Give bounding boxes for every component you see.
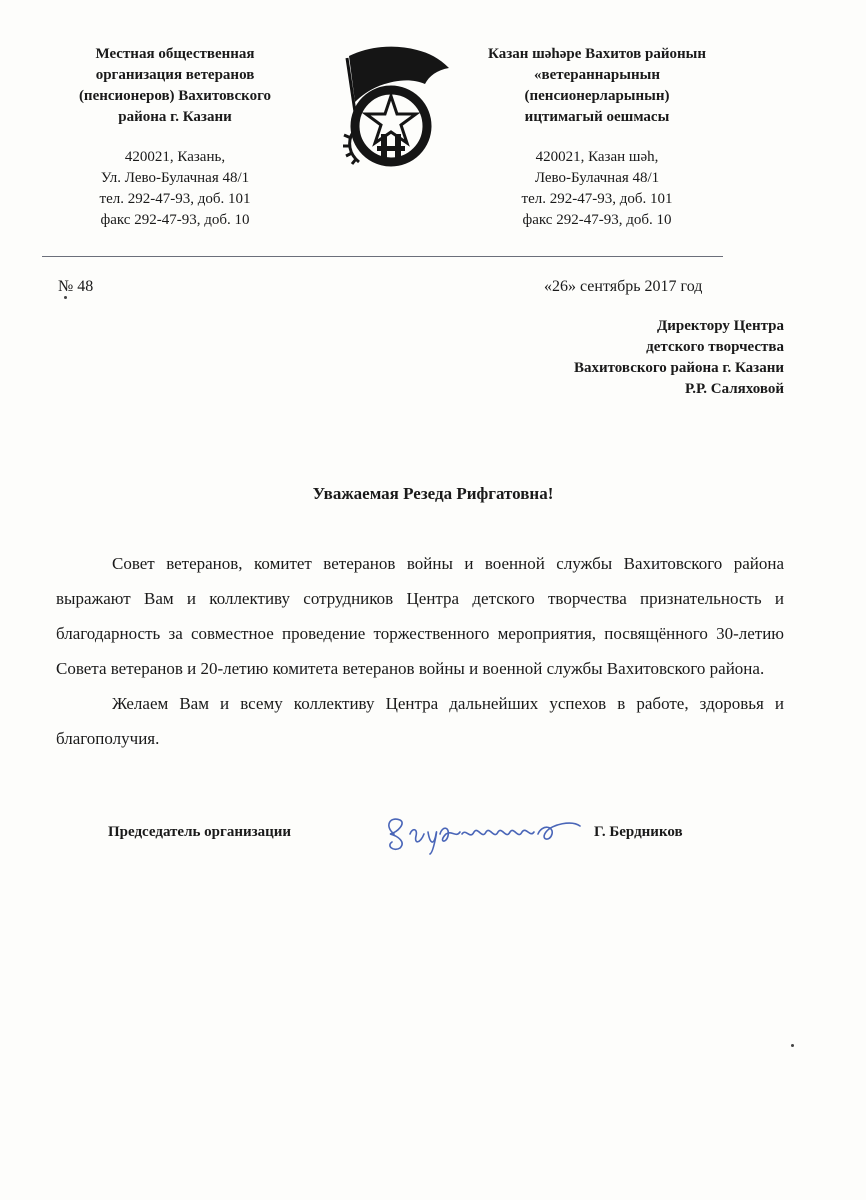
header-right-address-line: тел. 292-47-93, доб. 101 (521, 191, 673, 207)
header-left-org (40, 44, 310, 128)
header-right-address (462, 147, 732, 231)
signatory-title: Председатель организации (108, 824, 292, 840)
header-right-org-line: ицтимагый оешмасы (524, 109, 670, 125)
veterans-emblem-icon (325, 40, 457, 172)
header-left-org-line: Местная общественная (95, 46, 255, 62)
letter-body (56, 546, 784, 756)
header-left-address-line: 420021, Казань, (124, 149, 226, 165)
header-divider (42, 256, 723, 257)
document-number: № 48 (58, 278, 94, 295)
addressee-line: Вахитовского района г. Казани (573, 360, 784, 376)
body-paragraph: Желаем Вам и всему коллективу Центра дальнейших успехов в работе, здоровья и благополучия. (56, 694, 784, 748)
header-left-address-line: Ул. Лево-Булачная 48/1 (100, 170, 250, 186)
header-right-org (462, 44, 732, 128)
header-right-block (462, 44, 732, 231)
header-right-org-line: (пенсионерларынын) (524, 88, 670, 104)
document-date: «26» сентябрь 2017 год (544, 278, 703, 295)
header-left-address (40, 147, 310, 231)
header-left-org-line: района г. Казани (118, 109, 232, 125)
addressee-block (574, 316, 784, 400)
header-left-address-line: тел. 292-47-93, доб. 101 (99, 191, 251, 207)
header-right-address-line: 420021, Казан шәһ, (535, 149, 659, 165)
header-right-address-line: факс 292-47-93, доб. 10 (522, 212, 672, 228)
body-paragraph: Совет ветеранов, комитет ветеранов войны и военной службы Вахитовского района выражают Вам и коллективу сотрудников Центра детского творчества признательность и благодарность за совместное проведение торжественного мероприятия, посвящённого 30-летию Совета ветеранов и 20-летию комитета ветеранов войны и военной службы Вахитовского района. (56, 554, 784, 678)
addressee-line: Директору Центра (656, 318, 784, 334)
scan-speck (791, 1044, 794, 1047)
addressee-line: Р.Р. Саляховой (684, 381, 784, 397)
salutation: Уважаемая Резеда Рифгатовна! (312, 484, 554, 503)
addressee-line: детского творчества (646, 339, 784, 355)
header-left-block (40, 44, 310, 231)
header-right-address-line: Лево-Булачная 48/1 (534, 170, 660, 186)
header-left-org-line: организация ветеранов (95, 67, 255, 83)
signatory-name: Г. Бердников (594, 824, 683, 840)
handwritten-signature (376, 804, 586, 860)
header-left-address-line: факс 292-47-93, доб. 10 (100, 212, 250, 228)
header-right-org-line: Казан шәһәре Вахитов районын (488, 46, 706, 62)
scan-speck (64, 296, 67, 299)
header-right-org-line: «ветераннарынын (534, 67, 660, 83)
header-left-org-line: (пенсионеров) Вахитовского (78, 88, 272, 104)
